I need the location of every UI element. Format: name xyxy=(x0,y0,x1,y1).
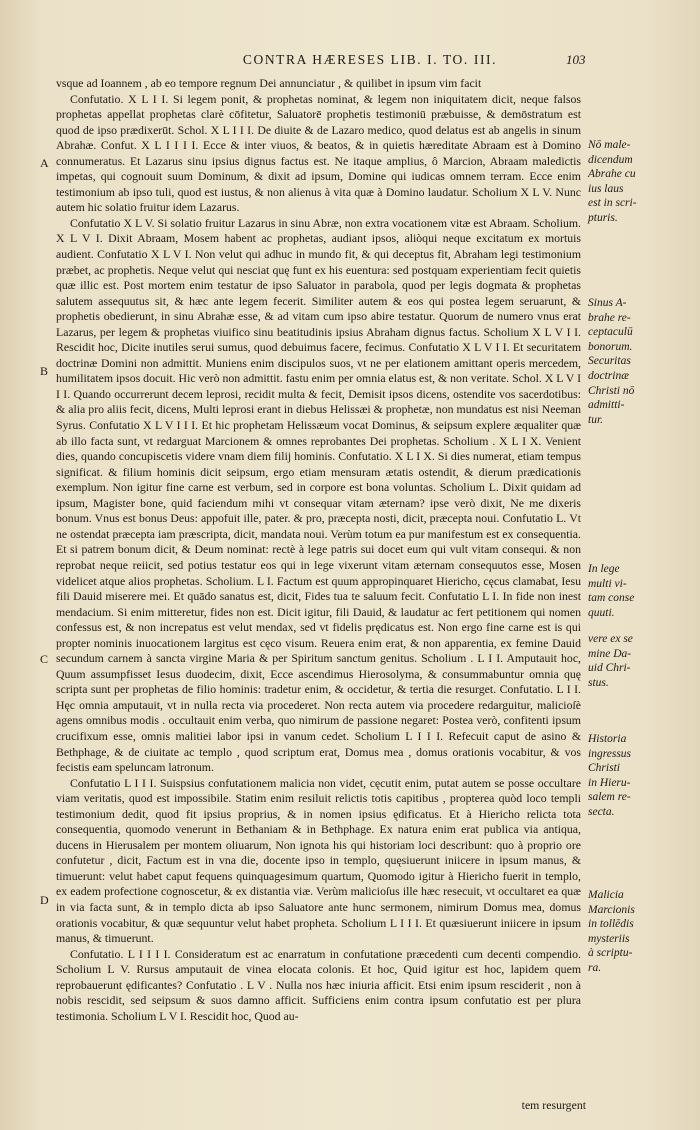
main-text-column xyxy=(56,76,581,1024)
side-note: Historia ingressus Christi in Hieru- salem re- secta. xyxy=(588,733,632,818)
text-paragraph: vsque ad Ioannem , ab eo tempore regnum Dei annunciatur , & quilibet in ipsum vim facit xyxy=(56,76,482,90)
margin-letter-b: B xyxy=(40,364,49,378)
side-note: Nō male- dicendum Abrahe cu ius laus est in scri- pturis. xyxy=(588,139,637,224)
page-number: 103 xyxy=(566,52,586,67)
text-paragraph: Confutatio X L V. Si solatio fruitur Lazarus in sinu Abræ, non extra vocationem vitæ est Abraam. Scholium. X L V I. Dixit Abraam, Mosem habent ac prophetas, audiant ipsos, aliòqui neque excitatum ex mortuis audient. Confutatio X L V I. Non velut qui adhuc in mundo fit, & qui deceptus fit, Abraham legi testimonium præbet, ac prophetis. Neque velut qui nesciat quę funt ex his euentura: sed postquam experientiam fecit quietis quæ illic est. Post mortem enim testatur de ipso Saluator in parabola, quod per legis dogmata & prophetas salutem assequutus sit, & hæc ante legem fecerit. Similiter autem & eos qui postea legem seruarunt, & prophetis obedierunt, in sinu Abrahæ esse, & ad vitam cum ipso abire testatur. Quorum de numero vnus erat Lazarus, per legem & prophetas viuifico sinu beatitudinis ipsius Abraham dignus factus. Scholium X L V I I. Rescidit hoc, Dicite inutiles serui sumus, quod debuimus facere, fecimus. Confutatio X L V I I. Et securitatem doctrinæ Domini non admittit. Muniens enim discipulos suos, vt ne per elationem amittant operis mercedem, humilitatem ipsos docuit. Hic verò non admittit. fastu enim per omnia elatus est, & non veritate. Schol. X L V I I I. Quando occurrerunt decem leprosi, recidit multa & fecit, Demisit ipsos dicens, ostendite vos sacerdotibus: & alia pro aliis fecit, dicens, Multi leprosi erant in diebus Helissæi & prophetæ, non mundatus est nisi Neeman Syrus. Confutatio X L V I I I. Et hic prophetam Helissæum vocat Dominus, & seipsum explere æqualiter quæ ab illo facta sunt, vt redarguat Marcionem & omnes reprobantes Dei prophetas. Scholium . X L I X. Venient dies, quando concupiscetis videre vnam diem filij hominis. Confutatio. X L I X. Si dies numerat, etiam tempus significat. & filium hominis dicit seipsum, ergo etiam mensuram ætatis ostendit, & dierum prædicationis exemplum. Non igitur fine carne est verbum, sed in corpore est bona voluntas. Scholium L. Dixit quidam ad ipsum, Magister bone, quid faciendum mihi vt consequar vitam æternam? ipse verò dixit, Ne me dixeris bonum. Vnus est bonus Deus: appofuit ille, pater. & pro, præcepta nosti, dicit, præcepta noui. Confutatio L. Vt ne ostendat præcepta iam præscripta, dicit, mandata noui. Verùm totum ea pur manifestum est ex consequentia. Et si patrem bonum dicit, & Deum nominat: rectè à lege patris sui docet eum qui vult vitam consequi. & non reprobat neque reiicit, sed potius testatur eos qui in lege vixerunt vitam æternam consequutos esse, Mosen videlicet atque alios prophetas. Scholium. L I. Factum est quum appropinquaret Hiericho, cęcus clamabat, Iesu fili Dauid miserere mei. Et quādo sanatus est, dicit, Fides tua te saluum fecit. Confutatio L I. In fide non inest mendacium. Si enim mitteretur, fides non est. Dicit igitur, fili Dauid, & laudatur ac fert petitionem qui nomen confessus est, & non increpatus est velut mendax, sed vt fidelis prędicatus est. Non ergo fine carne est is qui propter nominis inuocationem largitus est cęco visum. Reuera enim erat, & non apparentia, ex femine Dauid secundum carnem à sancta virgine Maria & per Spiritum sanctum genitus. Scholium . L I I. Amputauit hoc, Quum assumpfisset Iesus duodecim, dixit, Ecce ascendimus Hierosolyma, & consummabuntur omnia quę scripta sunt per prophetas de filio hominis: tradetur enim, & occidetur, & tertia die resurget. Confutatio. L I I. Hęc omnia amputauit, vt in nulla recta via procederet. Non recta autem via procedere redarguitur, malicioſè agens omnibus modis . occultauit enim verba, quo nimirum de passione negaret: Postea verò, confitenti ipsum crucifixum esse, omnis malitiei labor ipsi in vanum cedet. Scholium L I I I. Refecuit caput de asino & Bethphage, & de ciuitate ac templo , quod scriptum erat, Domus mea , domus orationis vocabitur, & vos fecistis eam speluncam latronum. xyxy=(56,215,581,775)
margin-letter-c: C xyxy=(40,652,49,666)
text-paragraph: Confutatio L I I I. Suispsius confutationem malicia non videt, cęcutit enim, putat autem se posse occultare viam veritatis, quod est impossibile. Statim enim resiluit relictis totis capitibus , propterea quòd loco templi testimonium dedit, quod fit ipsius proprius, & in nomen ipsius ędificatus. Et à Hiericho relicta tota consequentia, quomodo venerunt in Bethaniam & in Bethphage. Ex natura enim erat publica via antiqua, ducens in Hierusalem per montem oliuarum, Non ignota his qui historiam loci describunt: quo à proprio ore confutetur , dicit, Factum est in vna die, docente ipso in templo, quęsiuerunt iniicere in ipsum manus, & timuerunt: velut habet caput fequens quinquagesimum quartum, Quomodo igitur à Hiericho fuerit in templo, ex eadem profectione cognoscetur, & ex distantia viæ. Verùm malicioſus ille hæc resecuit, vt occultaret ea quæ in via facta sunt, & in templo dicta ab ipso Saluatore ante hunc sermonem, nimirum Domus mea, domus orationis vocabitur, & quæ sequuntur velut habet propheta. Scholium L I I I. Et quæsiuerunt iniicere in ipsum manus, & timuerunt. xyxy=(56,775,581,946)
margin-letter-a: A xyxy=(40,156,49,170)
running-head: CONTRA HÆRESES LIB. I. TO. III. xyxy=(242,52,498,67)
side-note: Malicia Marcionis in tollēdis mysteriis à scriptu- ra. xyxy=(588,889,635,974)
text-paragraph: Confutatio. X L I I. Si legem ponit, & prophetas nominat, & legem non iniquitatem dicit, neque falsos prophetas appellat prophetas clarè cōfitetur, Saluatorē prophetis testimoniū præbuisse, & demōstratum est quod de ipso prædixerūt. Schol. X L I I I. De diuite & de Lazaro medico, quod delatus est ab angelis in sinum Abrahæ. Confut. X L I I I I. Ecce & inter viuos, & beatos, & in quietis hæreditate Abraam est à Domino connumeratus. Et Lazarus sinu ipsius dignus factus est. Ne itaque amplius, ô Marcion, Abraam maledictis impetas, qui cognouit suum Dominum, & dixit ad ipsum, Domine qui iudicas omnem terram. Ecce enim testimonium ab ipso tuli, quod est iustus, & non alienus à vita quæ à Domino laudatur. Scholium X L V. Nunc autem hic solatio fruitur idem Lazarus. xyxy=(56,91,581,215)
side-note: vere ex se mine Da- uid Chri- stus. xyxy=(588,633,633,689)
text-paragraph: Confutatio. L I I I I. Consideratum est ac enarratum in confutatione præcedenti cum decenti compendio. Scholium L V. Rursus amputauit de vinea elocata colonis. Et hoc, Quid igitur est hoc, lapidem quem reprobauerunt ędificantes? Confutatio . L V . Nulla nos hæc iniuria afficit. Etsi enim ipsum resciderit , non à nobis rescidit, sed seipsum & suos damno afficit. Sufficiens enim contra ipsum confutatio est per plura testimonia. Scholium L V I. Rescidit hoc, Quod au- xyxy=(56,946,581,1023)
side-note: Sinus A- brahe re- ceptaculū bonorum. Securitas doctrinæ Christi nō admitti- tur. xyxy=(588,297,635,426)
margin-letter-d: D xyxy=(40,893,49,907)
catchword: tem resurgent xyxy=(521,1098,586,1112)
side-note: In lege multi vi- tam conse quuti. xyxy=(588,563,635,619)
